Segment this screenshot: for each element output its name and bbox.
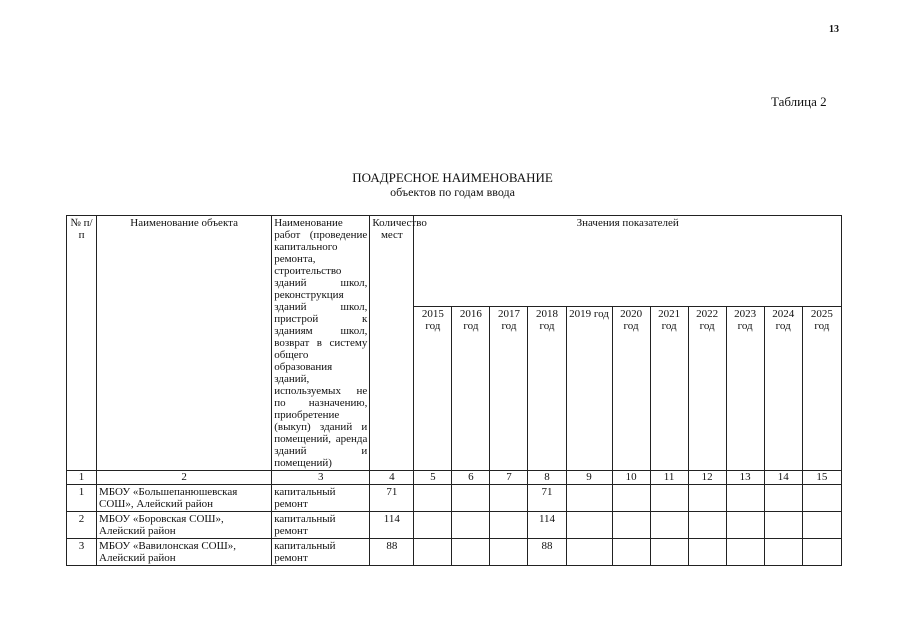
row-num: 2 <box>67 512 97 539</box>
year-header: 2023 год <box>726 307 764 471</box>
row-works: капитальный ремонт <box>272 539 370 566</box>
table-row <box>67 512 842 539</box>
year-header: 2022 год <box>688 307 726 471</box>
year-header: 2025 год <box>802 307 841 471</box>
row-value <box>566 512 612 539</box>
column-index: 9 <box>566 471 612 485</box>
row-value <box>566 539 612 566</box>
table-label: Таблица 2 <box>771 94 827 109</box>
row-value <box>688 539 726 566</box>
column-index: 14 <box>764 471 802 485</box>
header-qty: Количество мест <box>370 216 414 471</box>
document-title <box>0 170 905 200</box>
row-value <box>414 512 452 539</box>
row-value <box>452 485 490 512</box>
objects-table <box>66 215 842 566</box>
row-value <box>650 539 688 566</box>
row-name: МБОУ «Вавилонская СОШ», Алейский район <box>97 539 272 566</box>
row-value <box>688 512 726 539</box>
title-main: ПОАДРЕСНОЕ НАИМЕНОВАНИЕ <box>352 170 553 185</box>
year-header: 2020 год <box>612 307 650 471</box>
column-index: 10 <box>612 471 650 485</box>
header-works: Наименование работ (проведение капитального ремонта, строительство зданий школ, реконструкция зданий школ, пристрой к зданиям школ, возврат в систему общего образования зданий, используемых не по назначению, приобретение (выкуп) зданий и помещений, аренда зданий и помещений) <box>272 216 370 471</box>
column-index: 6 <box>452 471 490 485</box>
column-index: 12 <box>688 471 726 485</box>
column-index: 2 <box>97 471 272 485</box>
row-qty: 114 <box>370 512 414 539</box>
year-header: 2018 год <box>528 307 566 471</box>
row-value <box>764 512 802 539</box>
row-value <box>764 539 802 566</box>
year-header: 2019 год <box>566 307 612 471</box>
page-number: 13 <box>829 24 839 35</box>
row-value <box>650 485 688 512</box>
row-value <box>612 539 650 566</box>
row-value <box>566 485 612 512</box>
row-value <box>802 512 841 539</box>
row-value <box>726 485 764 512</box>
row-value <box>414 485 452 512</box>
column-index: 5 <box>414 471 452 485</box>
row-value <box>490 485 528 512</box>
row-works: капитальный ремонт <box>272 512 370 539</box>
row-num: 3 <box>67 539 97 566</box>
column-index: 11 <box>650 471 688 485</box>
header-name: Наименование объекта <box>97 216 272 471</box>
row-name: МБОУ «Большепанюшевская СОШ», Алейский район <box>97 485 272 512</box>
row-value <box>802 485 841 512</box>
column-index: 8 <box>528 471 566 485</box>
column-index: 3 <box>272 471 370 485</box>
column-index: 4 <box>370 471 414 485</box>
row-qty: 88 <box>370 539 414 566</box>
row-name: МБОУ «Боровская СОШ», Алейский район <box>97 512 272 539</box>
column-index-row <box>67 471 842 485</box>
row-value <box>452 512 490 539</box>
row-num: 1 <box>67 485 97 512</box>
row-value <box>650 512 688 539</box>
row-works: капитальный ремонт <box>272 485 370 512</box>
row-value <box>726 512 764 539</box>
header-row <box>67 216 842 307</box>
row-value: 71 <box>528 485 566 512</box>
column-index: 13 <box>726 471 764 485</box>
row-value: 114 <box>528 512 566 539</box>
row-value <box>612 485 650 512</box>
year-header: 2024 год <box>764 307 802 471</box>
year-header: 2017 год <box>490 307 528 471</box>
table-row <box>67 539 842 566</box>
row-value <box>452 539 490 566</box>
row-value <box>490 512 528 539</box>
row-value <box>490 539 528 566</box>
row-value <box>726 539 764 566</box>
row-value <box>688 485 726 512</box>
row-value <box>802 539 841 566</box>
table-row <box>67 485 842 512</box>
row-value <box>764 485 802 512</box>
year-header: 2016 год <box>452 307 490 471</box>
year-header: 2015 год <box>414 307 452 471</box>
header-num: № п/п <box>67 216 97 471</box>
column-index: 1 <box>67 471 97 485</box>
row-value <box>612 512 650 539</box>
header-values: Значения показателей <box>414 216 842 307</box>
title-sub: объектов по годам ввода <box>390 185 515 199</box>
row-qty: 71 <box>370 485 414 512</box>
column-index: 15 <box>802 471 841 485</box>
year-header: 2021 год <box>650 307 688 471</box>
row-value: 88 <box>528 539 566 566</box>
column-index: 7 <box>490 471 528 485</box>
row-value <box>414 539 452 566</box>
